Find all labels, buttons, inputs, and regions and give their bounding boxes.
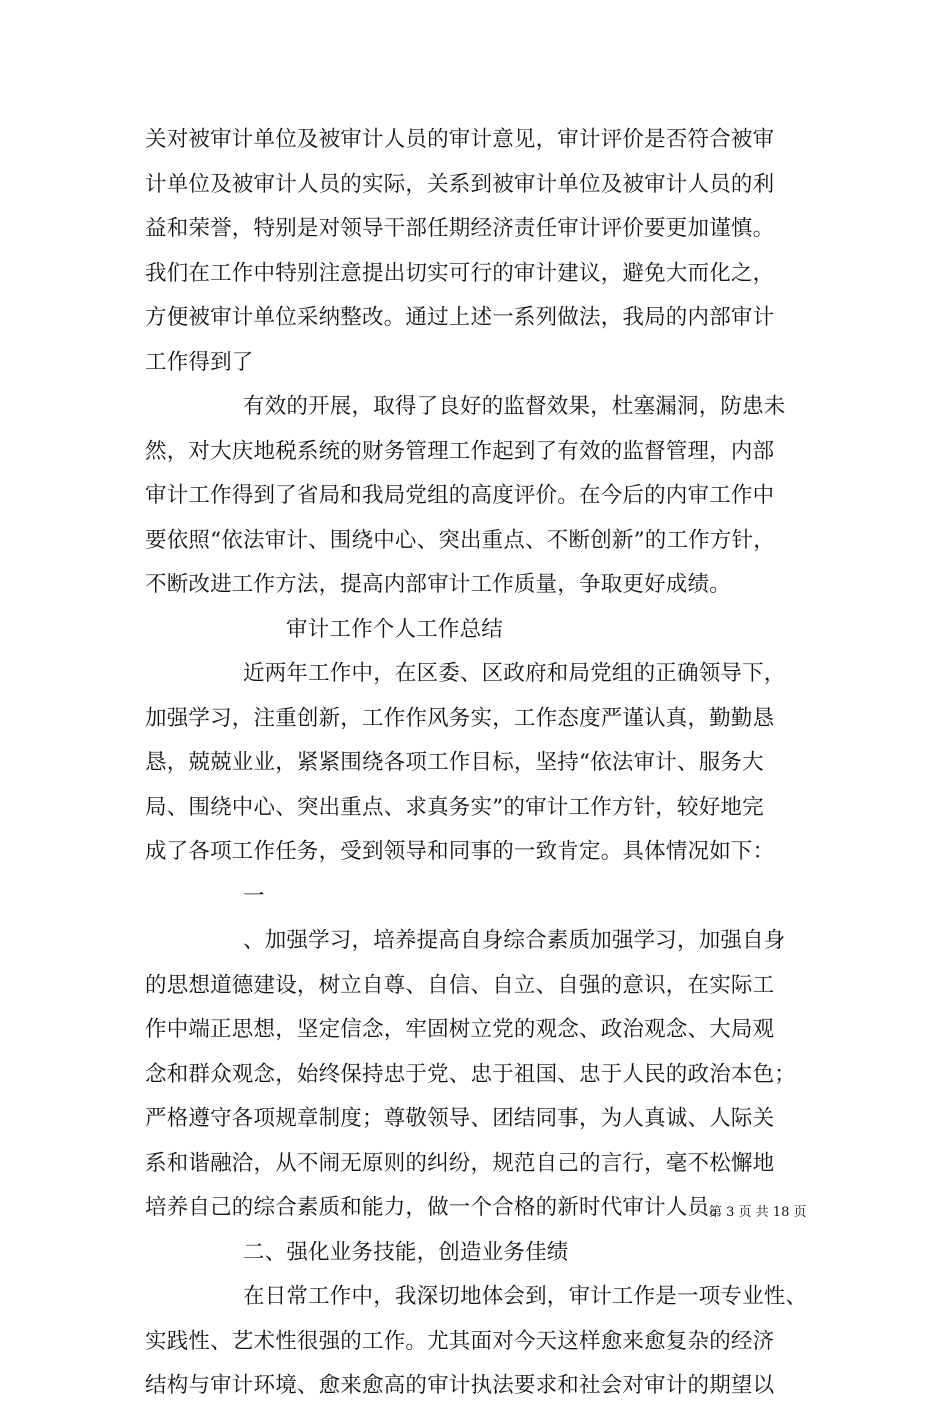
text-line: 一 bbox=[243, 883, 265, 909]
text-line: 工作得到了 bbox=[145, 349, 254, 375]
page-number-footer: 第 3 页 共 18 页 bbox=[709, 1205, 807, 1220]
text-line: 要依照“依法审计、围绕中心、突出重点、不断创新”的工作方针， bbox=[145, 527, 775, 553]
text-line: 益和荣誉，特别是对领导干部任期经济责任审计评价要更加谨慎。 bbox=[145, 216, 775, 241]
text-line: 局、围绕中心、突出重点、求真务实”的审计工作方针，较好地完 bbox=[145, 794, 764, 820]
text-line: 严格遵守各项规章制度；尊敬领导、团结同事，为人真诚、人际关 bbox=[145, 1106, 775, 1131]
text-line: 系和谐融洽，从不闹无原则的纠纷，规范自己的言行，毫不松懈地 bbox=[145, 1150, 775, 1176]
text-line: 、加强学习，培养提高自身综合素质加强学习，加强自身 bbox=[243, 928, 786, 953]
text-line: 我们在工作中特别注意提出切实可行的审计建议，避免大而化之， bbox=[145, 260, 775, 286]
section-title: 审计工作个人工作总结 bbox=[286, 616, 504, 642]
text-line: 加强学习，注重创新，工作作风务实，工作态度严谨认真，勤勤恳 bbox=[145, 705, 775, 731]
document-body bbox=[145, 118, 807, 1409]
text-line: 恳，兢兢业业，紧紧围绕各项工作目标，坚持“依法审计、服务大 bbox=[145, 750, 764, 775]
text-line: 在日常工作中，我深切地体会到，审计工作是一项专业性、 bbox=[243, 1284, 808, 1309]
section-heading: 二、强化业务技能，创造业务佳绩 bbox=[243, 1239, 569, 1265]
text-line: 念和群众观念，始终保持忠于党、忠于祖国、忠于人民的政治本色； bbox=[145, 1061, 797, 1087]
text-line: 作中端正思想，坚定信念，牢固树立党的观念、政治观念、大局观 bbox=[145, 1017, 775, 1042]
text-line: 审计工作得到了省局和我局党组的高度评价。在今后的内审工作中 bbox=[145, 483, 775, 508]
text-line: 成了各项工作任务，受到领导和同事的一致肯定。具体情况如下： bbox=[145, 839, 775, 864]
text-line: 不断改进工作方法，提高内部审计工作质量，争取更好成绩。 bbox=[145, 572, 731, 597]
text-line: 结构与审计环境、愈来愈高的审计执法要求和社会对审计的期望以 bbox=[145, 1373, 775, 1398]
text-line: 方便被审计单位采纳整改。通过上述一系列做法，我局的内部审计 bbox=[145, 305, 775, 330]
text-line: 有效的开展，取得了良好的监督效果，杜塞漏洞，防患未 bbox=[243, 394, 786, 419]
text-line: 近两年工作中，在区委、区政府和局党组的正确领导下， bbox=[243, 661, 786, 686]
text-line: 计单位及被审计人员的实际，关系到被审计单位及被审计人员的利 bbox=[145, 171, 775, 197]
text-line: 实践性、艺术性很强的工作。尤其面对今天这样愈来愈复杂的经济 bbox=[145, 1328, 775, 1354]
text-line: 的思想道德建设，树立自尊、自信、自立、自强的意识，在实际工 bbox=[145, 972, 775, 998]
text-line: 关对被审计单位及被审计人员的审计意见，审计评价是否符合被审 bbox=[145, 127, 775, 152]
text-line: 然，对大庆地税系统的财务管理工作起到了有效的监督管理，内部 bbox=[145, 438, 775, 464]
text-line: 培养自己的综合素质和能力，做一个合格的新时代审计人员。 bbox=[145, 1195, 731, 1220]
